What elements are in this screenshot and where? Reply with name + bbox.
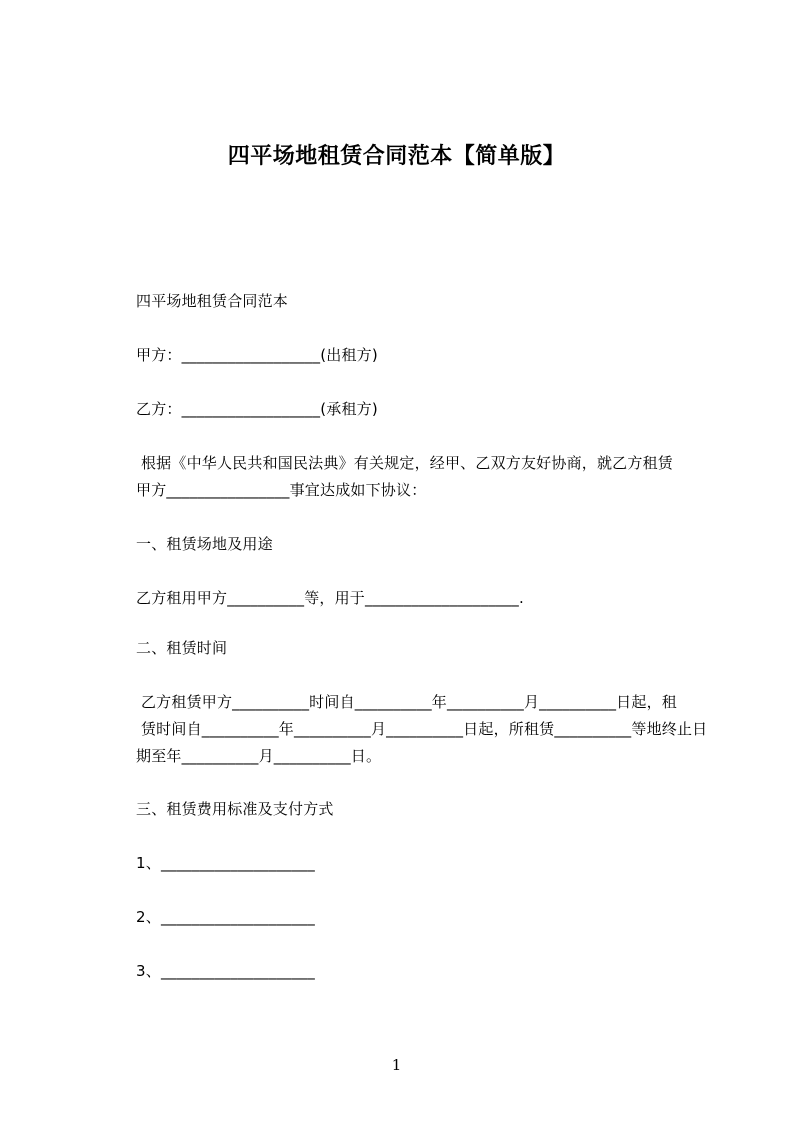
section-3-item-3: 3、____________________ [136, 962, 315, 980]
section-1-body: 乙方租用甲方__________等，用于____________________. [136, 589, 524, 607]
section-1-heading: 一、租赁场地及用途 [136, 535, 273, 553]
page-number: 1 [391, 1056, 402, 1074]
section-2-body-line-2: 赁时间自__________年__________月__________日起，所租赁__________等地终止日 [136, 720, 708, 738]
section-3-item-2: 2、____________________ [136, 908, 315, 926]
section-2-body-line-3: 期至年__________月__________日。 [136, 747, 382, 765]
preamble-line-2: 甲方________________事宜达成如下协议： [136, 481, 427, 499]
preamble-line-1: 根据《中华人民共和国民法典》有关规定，经甲、乙双方友好协商，就乙方租赁 [136, 454, 673, 472]
section-3-item-1: 1、____________________ [136, 854, 315, 872]
section-2-body-line-1: 乙方租赁甲方__________时间自__________年__________月__________日起，租 [136, 693, 677, 711]
party-b-line: 乙方：__________________(承租方) [136, 400, 378, 418]
document-title: 四平场地租赁合同范本【简单版】 [227, 144, 566, 169]
party-a-line: 甲方：__________________(出租方) [136, 346, 378, 364]
contract-subtitle: 四平场地租赁合同范本 [136, 292, 289, 310]
section-2-heading: 二、租赁时间 [136, 639, 228, 657]
section-3-heading: 三、租赁费用标准及支付方式 [136, 800, 334, 818]
